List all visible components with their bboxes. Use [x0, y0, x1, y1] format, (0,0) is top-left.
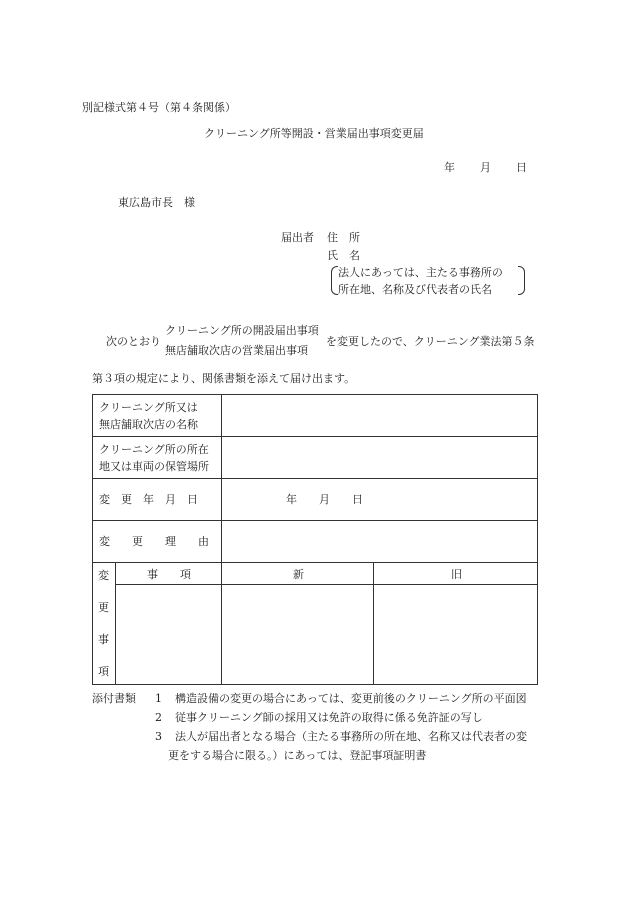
attachment-num-2: 2	[155, 711, 162, 724]
date-month: 月	[480, 161, 491, 174]
note-bracket-right	[518, 266, 525, 295]
location-value-field[interactable]	[222, 437, 537, 478]
date-day: 日	[516, 161, 527, 174]
body-option-1: クリーニング所の開設届出事項	[165, 324, 319, 337]
attachment-text-3: 法人が届出者となる場合（主たる事務所の所在地、名称又は代表者の変	[175, 730, 527, 743]
location-row-label-2: 地又は車両の保管場所	[99, 460, 209, 473]
name-label: 氏 名	[327, 249, 360, 262]
attachments-label: 添付書類	[92, 692, 136, 705]
date-year: 年	[444, 161, 455, 174]
note-bracket-left	[331, 266, 338, 295]
col-header-old: 旧	[451, 568, 462, 581]
change-new-field[interactable]	[222, 585, 373, 684]
form-number: 別記様式第４号（第４条関係）	[82, 101, 236, 114]
change-reason-label: 変 更 理 由	[99, 535, 209, 548]
change-date-value: 年 月 日	[286, 493, 363, 506]
side-label-3: 事	[98, 633, 109, 646]
change-old-field[interactable]	[374, 585, 537, 684]
name-row-label-1: クリーニング所又は	[99, 401, 198, 414]
name-row-label-2: 無店舗取次店の名称	[99, 418, 198, 431]
attachment-num-1: 1	[155, 692, 162, 705]
body-suffix: を変更したので、クリーニング業法第５条	[326, 335, 535, 348]
applicant-note-1: 法人にあっては、主たる事務所の	[338, 266, 503, 279]
address-label: 住 所	[327, 231, 360, 244]
side-label-4: 項	[98, 665, 109, 678]
body-option-2: 無店舗取次店の営業届出事項	[165, 344, 308, 357]
body-line-2: 第３項の規定により、関係書類を添えて届け出ます。	[92, 372, 356, 385]
name-value-field[interactable]	[222, 395, 537, 436]
change-date-label: 変 更 年 月 日	[99, 493, 198, 506]
applicant-note-2: 所在地、名称及び代表者の氏名	[338, 283, 492, 296]
side-label-1: 変	[98, 569, 109, 582]
change-item-field[interactable]	[116, 585, 221, 684]
col-header-new: 新	[293, 568, 304, 581]
addressee: 東広島市長 様	[118, 196, 195, 209]
attachment-text-3-continued: 更をする場合に限る。）にあっては、登記事項証明書	[168, 749, 427, 762]
side-label-2: 更	[98, 601, 109, 614]
location-row-label-1: クリーニング所の所在	[99, 443, 209, 456]
attachment-num-3: 3	[155, 730, 162, 743]
attachment-text-2: 従事クリーニング師の採用又は免許の取得に係る免許証の写し	[175, 711, 483, 724]
col-header-item: 事 項	[147, 568, 191, 581]
attachment-text-1: 構造設備の変更の場合にあっては、変更前後のクリーニング所の平面図	[175, 692, 527, 705]
page-title: クリーニング所等開設・営業届出事項変更届	[204, 127, 424, 140]
form-table	[92, 394, 538, 685]
applicant-label: 届出者	[281, 231, 314, 244]
change-reason-field[interactable]	[222, 521, 537, 562]
body-prefix: 次のとおり	[106, 335, 161, 348]
